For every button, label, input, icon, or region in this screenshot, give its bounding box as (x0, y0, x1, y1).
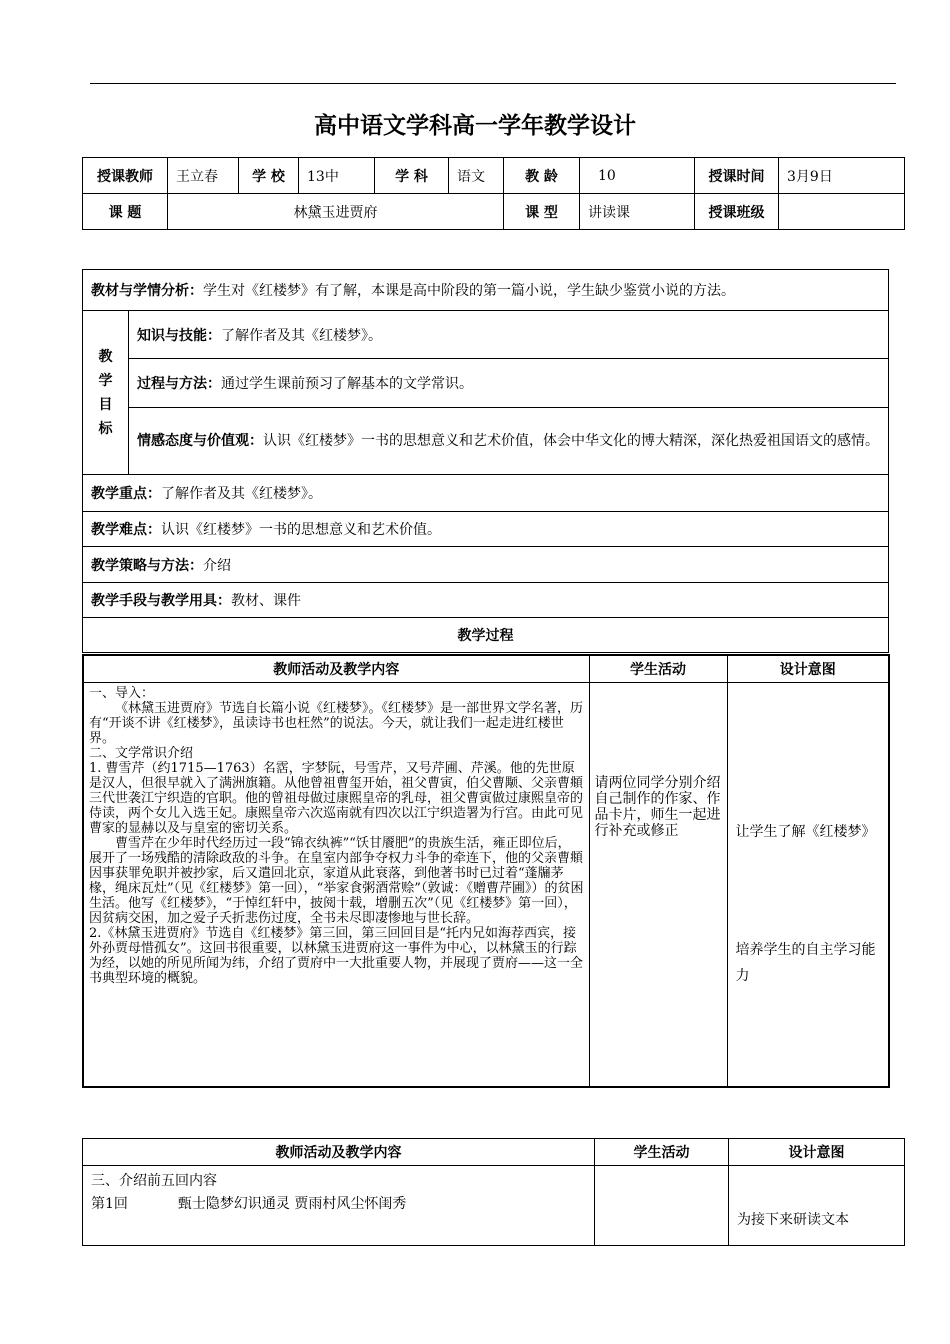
student-activity-2 (595, 1166, 729, 1246)
time-value: 3月9日 (779, 158, 905, 194)
analysis-label: 教材与学情分析： (91, 283, 203, 299)
process-table-2 (82, 1138, 905, 1246)
process-row (129, 359, 889, 408)
analysis-row (83, 270, 889, 311)
subject-label: 学 科 (375, 158, 449, 194)
topic-label: 课 题 (83, 194, 168, 230)
strategy-label: 教学策略与方法： (91, 557, 203, 574)
subject-value: 语文 (449, 158, 504, 194)
emotion-row (129, 408, 889, 475)
header-design: 设计意图 (727, 655, 889, 682)
time-label: 授课时间 (695, 158, 779, 194)
teacher-label: 授课教师 (83, 158, 168, 194)
tools-text: 教材、课件 (231, 593, 301, 609)
chapter-title: 甄士隐梦幻识通灵 贾雨村风尘怀闺秀 (177, 1196, 407, 1212)
emotion-text: 认识《红楼梦》一书的思想意义和艺术价值，体会中华文化的博大精深，深化热爱祖国语文的感情。 (263, 433, 879, 449)
chapter-number: 第1回 (91, 1196, 128, 1212)
design-intent-1: 让学生了解《红楼梦》 (735, 823, 876, 840)
teacher-value: 王立春 (168, 158, 239, 194)
difficulty-label: 教学难点： (91, 522, 161, 538)
topic-value: 林黛玉进贾府 (168, 194, 504, 230)
emotion-label: 情感态度与价值观： (137, 433, 263, 449)
knowledge-label: 知识与技能： (137, 327, 221, 344)
content-p6: 2.《林黛玉进贾府》节选自《红楼梦》第三回，第三回回目是“托内兄如海荐西宾，接外孙贾母惜孤女”。这回书很重要，以林黛玉进贾府这一事件为中心，以林黛玉的行踪为经，以她的所见所闻为纬，介绍了贾府中一大批重要人物，并展现了贾府——这一全书典型环境的概貌。 (89, 925, 584, 986)
design-intent-3: 为接下来研读文本 (729, 1166, 905, 1246)
difficulty-row (83, 512, 889, 547)
teacher-content-2 (83, 1166, 595, 1246)
content-p3: 二、文学常识介绍 (89, 745, 194, 761)
school-label: 学 校 (239, 158, 299, 194)
age-value: 10 (580, 158, 695, 194)
header2-teacher: 教师活动及教学内容 (83, 1139, 595, 1166)
age-label: 教 龄 (504, 158, 580, 194)
knowledge-text: 了解作者及其《红楼梦》。 (221, 327, 382, 344)
content-p2: 《林黛玉进贾府》节选自长篇小说《红楼梦》。《红楼梦》是一部世界文学名著，历有“开谈不讲《红楼梦》，虽读诗书也枉然”的说法。今天，就让我们一起走进红楼世界。 (89, 700, 584, 746)
process-text: 通过学生课前预习了解基本的文学常识。 (221, 376, 473, 392)
process-label: 过程与方法： (137, 376, 221, 392)
class-value (779, 194, 905, 230)
process-title: 教学过程 (83, 618, 889, 653)
strategy-text: 介绍 (203, 557, 231, 574)
process-table (82, 654, 890, 1088)
type-label: 课 型 (504, 194, 580, 230)
design-intent (727, 682, 889, 1087)
class-label: 授课班级 (695, 194, 779, 230)
difficulty-text: 认识《红楼梦》一书的思想意义和艺术价值。 (161, 522, 441, 538)
school-value: 13中 (299, 158, 375, 194)
type-value: 讲读课 (580, 194, 695, 230)
keypoint-label: 教学重点： (91, 486, 161, 502)
keypoint-text: 了解作者及其《红楼梦》。 (161, 486, 322, 502)
header-student: 学生活动 (589, 655, 727, 682)
content2-p1: 三、介绍前五回内容 (91, 1173, 217, 1189)
keypoint-row (83, 475, 889, 512)
content-p1: 一、导入： (89, 685, 155, 701)
analysis-text: 学生对《红楼梦》有了解，本课是高中阶段的第一篇小说，学生缺少鉴赏小说的方法。 (203, 283, 735, 299)
design-intent-2: 培养学生的自主学习能力 (735, 941, 876, 984)
design-table (82, 269, 889, 653)
teacher-content (83, 682, 589, 1087)
info-table (82, 157, 905, 230)
header-teacher: 教师活动及教学内容 (83, 655, 589, 682)
content-p5: 曹雪芹在少年时代经历过一段“锦衣纨裤”“饫甘餍肥”的贵族生活，雍正即位后，展开了一场残酷的清除政敌的斗争。在皇室内部争夺权力斗争的牵连下，他的父亲曹頫因事获罪免职并被抄家，后又遣回北京，家道从此衰落，到他著书时已过着“蓬牖茅椽，绳床瓦灶”（见《红楼梦》第一回），“举家食粥酒常赊”（敦诚：《赠曹芹圃》）的贫困生活。他写《红楼梦》，“于悼红轩中，披阅十载，增删五次”（见《红楼梦》第一回），因贫病交困，加之爱子夭折悲伤过度，全书未尽即凄惨地与世长辞。 (89, 835, 584, 926)
knowledge-row (129, 311, 889, 359)
tools-row (83, 583, 889, 618)
student-activity: 请两位同学分别介绍自己制作的作家、作品卡片，师生一起进行补充或修正 (589, 682, 727, 1087)
strategy-row (83, 547, 889, 583)
header-rule (90, 83, 896, 84)
tools-label: 教学手段与教学用具： (91, 593, 231, 609)
header2-design: 设计意图 (729, 1139, 905, 1166)
goals-label: 教学目标 (83, 311, 129, 475)
page-title: 高中语文学科高一学年教学设计 (314, 113, 636, 139)
header2-student: 学生活动 (595, 1139, 729, 1166)
content-p4: 1. 曹雪芹（约1715—1763）名霑，字梦阮，号雪芹，又号芹圃、芹溪。他的先世原是汉人，但很早就入了满洲旗籍。从他曾祖曹玺开始，祖父曹寅，伯父曹颙、父亲曹頫三代世袭江宁织造的官职。他的曾祖母做过康熙皇帝的乳母，祖父曹寅做过康熙皇帝的侍读，两个女儿入选王妃。康熙皇帝六次巡南就有四次以江宁织造署为行宫。由此可见曹家的显赫以及与皇室的密切关系。 (89, 760, 584, 836)
content2-chapter1 (91, 1193, 586, 1216)
